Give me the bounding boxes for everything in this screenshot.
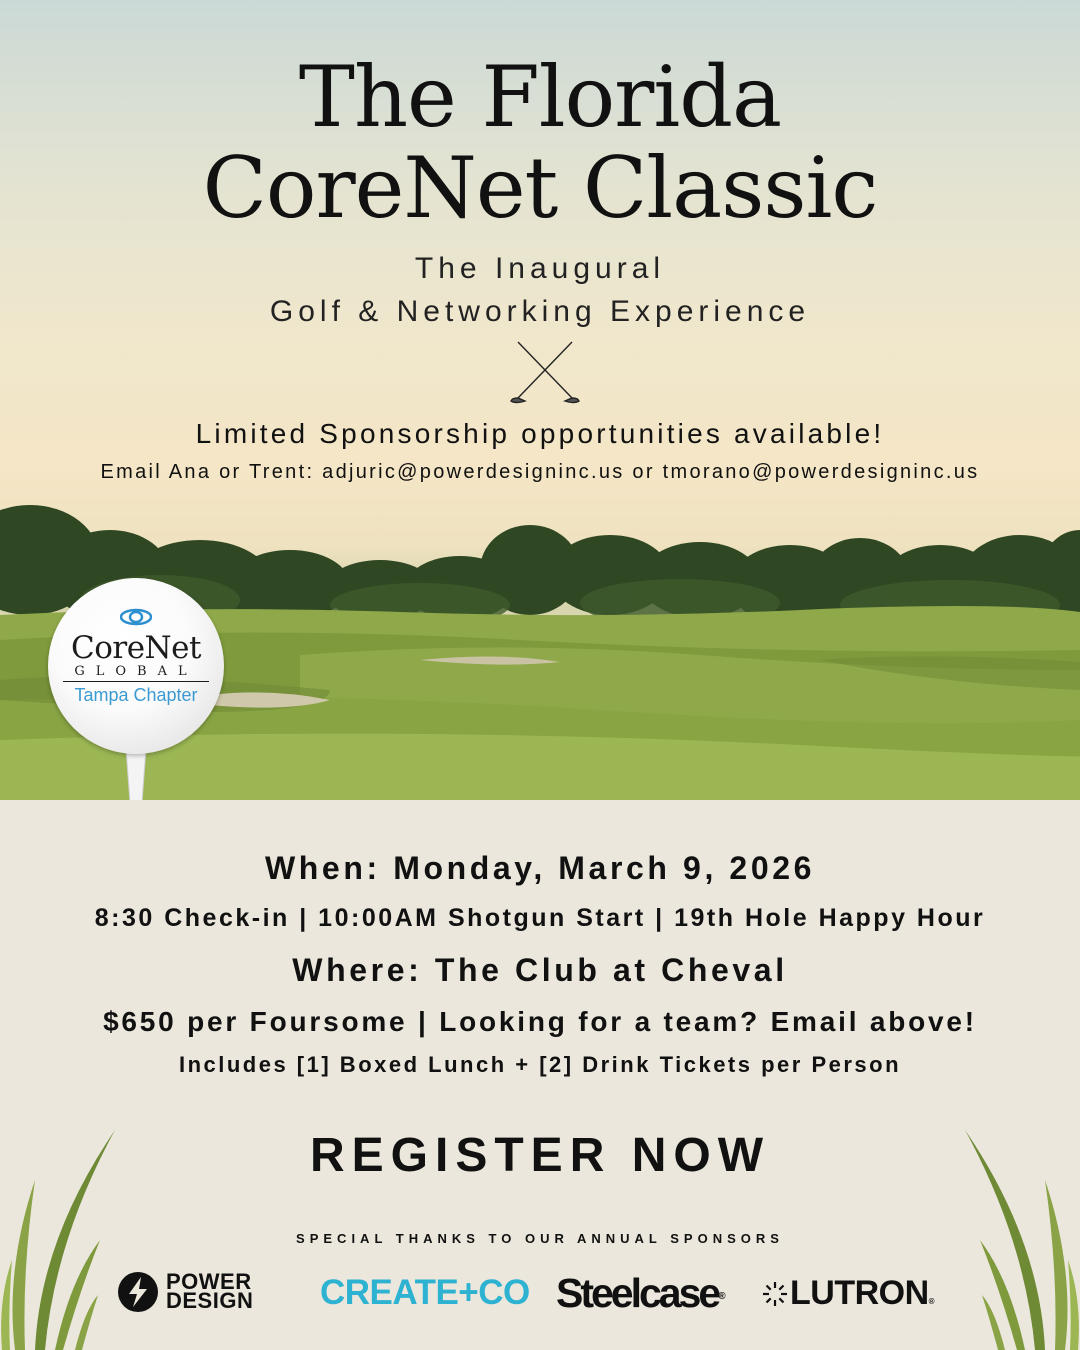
event-subtitle-line-2: Golf & Networking Experience — [269, 295, 811, 328]
event-price: $650 per Foursome | Looking for a team? Email above! — [103, 1006, 977, 1037]
sponsor-steelcase — [556, 1269, 726, 1317]
corenet-brand: CoreNet — [71, 630, 201, 666]
lutron-name: LUTRON — [790, 1274, 929, 1312]
badge-divider — [63, 681, 209, 682]
tampa-chapter-label: Tampa Chapter — [74, 685, 198, 705]
lutron-wordmark — [790, 1272, 934, 1323]
contact-emails: Email Ana or Trent: adjuric@powerdesigninc.us or tmorano@powerdesigninc.us — [100, 461, 980, 483]
event-includes: Includes [1] Boxed Lunch + [2] Drink Tickets per Person — [178, 1052, 902, 1077]
corenet-badge — [48, 578, 224, 754]
power-design-wordmark — [166, 1269, 254, 1313]
sponsor-create-co: CREATE+CO — [320, 1273, 530, 1312]
event-schedule: 8:30 Check-in | 10:00AM Shotgun Start | 19th Hole Happy Hour — [94, 904, 986, 932]
event-location: Where: The Club at Cheval — [292, 952, 788, 988]
steelcase-registered-mark: ® — [718, 1291, 726, 1302]
crossed-golf-clubs-icon — [508, 340, 582, 406]
grass-blades-icon — [0, 1120, 125, 1350]
sponsorship-notice: Limited Sponsorship opportunities available! — [195, 418, 885, 449]
grass-blades-icon — [955, 1120, 1080, 1350]
lutron-registered-mark: ® — [928, 1297, 935, 1306]
lutron-sun-icon — [762, 1281, 788, 1307]
sponsors-heading: SPECIAL THANKS TO OUR ANNUAL SPONSORS — [296, 1231, 784, 1246]
event-title-line-1: The Florida — [298, 48, 782, 146]
register-now-button[interactable]: REGISTER NOW — [309, 1129, 770, 1182]
power-design-line-1: POWER — [166, 1269, 252, 1294]
golf-ball-icon — [48, 578, 224, 800]
power-design-line-2: DESIGN — [166, 1288, 254, 1313]
event-title-line-2: CoreNet Classic — [202, 139, 878, 237]
event-subtitle-line-1: The Inaugural — [414, 252, 666, 285]
corenet-global: GLOBAL — [74, 664, 198, 679]
steelcase-wordmark: Steelcase — [556, 1270, 719, 1316]
event-date: When: Monday, March 9, 2026 — [264, 850, 816, 886]
sponsor-power-design — [118, 1270, 298, 1316]
corenet-logo-icon — [120, 608, 152, 626]
